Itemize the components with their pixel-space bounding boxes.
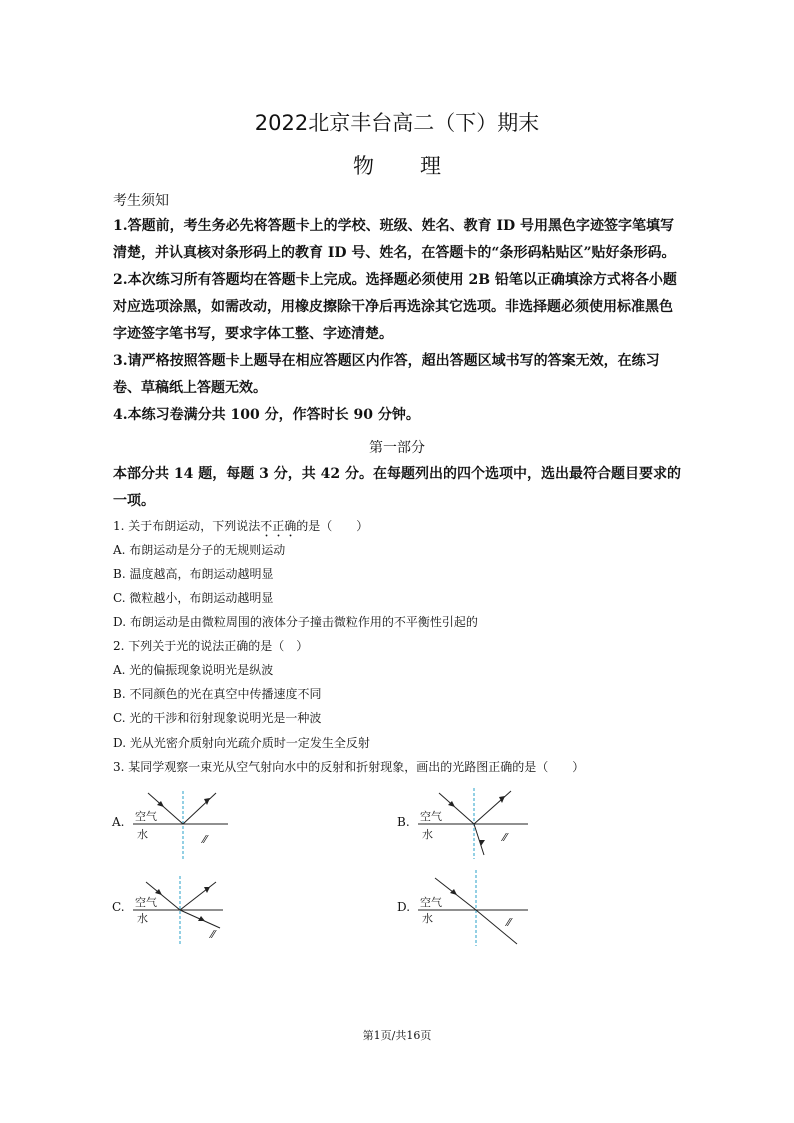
q3-diagram-b-air: 空气 xyxy=(420,810,442,823)
q1-option-c: C. 微粒越小，布朗运动越明显 xyxy=(113,591,274,605)
svg-text:⁄⁄: ⁄⁄ xyxy=(507,916,511,929)
notice-item-2: 2.本次练习所有答题均在答题卡上完成。选择题必须使用 2B 铅笔以正确填涂方式将各小题对应选项涂黑，如需改动，用橡皮擦除干净后再选涂其它选项。非选择题必须使用标准黑色字迹签字笔书写，要求字体工整、字迹清楚。 xyxy=(113,272,677,342)
q3-diagram-a-air: 空气 xyxy=(135,810,157,823)
q3-diagram-b xyxy=(393,783,533,863)
q3-diagram-c-water: 水 xyxy=(137,912,148,925)
q3-diagram-c-air: 空气 xyxy=(135,896,157,909)
part-title: 第一部分 xyxy=(369,440,425,456)
question-2-stem: 2. 下列关于光的说法正确的是（ ） xyxy=(113,639,309,653)
q1-option-d: D. 布朗运动是由微粒周围的液体分子撞击微粒作用的不平衡性引起的 xyxy=(113,615,478,629)
q3-diagram-d-air: 空气 xyxy=(420,896,442,909)
q3-diagram-d-label: D. xyxy=(397,900,411,914)
q3-diagram-d xyxy=(393,868,533,948)
question-1-stem xyxy=(113,518,368,540)
q3-diagram-d-svg xyxy=(393,868,533,948)
question-3-stem: 3. 某同学观察一束光从空气射向水中的反射和折射现象，画出的光路图正确的是（ ） xyxy=(113,760,585,774)
q1-stem-emph: 不正确 xyxy=(260,519,297,533)
q3-diagram-a-label: A. xyxy=(112,815,125,829)
q1-stem-suffix: 的是（ ） xyxy=(296,519,369,533)
q3-diagram-c xyxy=(108,868,248,948)
q3-diagram-b-water: 水 xyxy=(422,828,433,841)
q3-diagram-b-label: B. xyxy=(397,815,410,829)
q2-option-c: C. 光的干涉和衍射现象说明光是一种波 xyxy=(113,711,322,725)
page-title: 2022北京丰台高二（下）期末 xyxy=(254,111,540,135)
q3-diagram-a-svg xyxy=(108,783,248,863)
q3-diagram-a-water: 水 xyxy=(137,828,148,841)
subject-title xyxy=(0,150,794,180)
q2-option-b: B. 不同颜色的光在真空中传播速度不同 xyxy=(113,687,322,701)
notice-heading: 考生须知 xyxy=(113,193,169,209)
q2-option-a: A. 光的偏振现象说明光是纵波 xyxy=(113,663,274,677)
q3-diagram-b-svg xyxy=(393,783,533,863)
svg-text:⁄⁄: ⁄⁄ xyxy=(211,928,215,941)
q1-stem-prefix: 1. 关于布朗运动，下列说法 xyxy=(113,519,261,533)
q1-option-b: B. 温度越高，布朗运动越明显 xyxy=(113,567,274,581)
q1-option-a: A. 布朗运动是分子的无规则运动 xyxy=(113,543,286,557)
page-footer: 第1页/共16页 xyxy=(362,1029,432,1042)
notice-item-1: 1.答题前，考生务必先将答题卡上的学校、班级、姓名、教育 ID 号用黑色字迹签字笔填写清楚，并认真核对条形码上的教育 ID 号、姓名，在答题卡的“条形码粘贴区”贴好条形码。 xyxy=(113,218,676,261)
svg-text:⁄⁄: ⁄⁄ xyxy=(203,833,207,846)
q3-diagram-a xyxy=(108,783,248,863)
notice-item-3: 3.请严格按照答题卡上题导在相应答题区内作答，超出答题区域书写的答案无效，在练习卷、草稿纸上答题无效。 xyxy=(113,353,660,396)
q3-diagram-d-water: 水 xyxy=(422,912,433,925)
svg-text:⁄⁄: ⁄⁄ xyxy=(503,831,507,844)
part-description: 本部分共 14 题，每题 3 分，共 42 分。在每题列出的四个选项中，选出最符合题目要求的一项。 xyxy=(113,466,681,509)
q3-diagram-c-svg xyxy=(108,868,248,948)
q2-option-d: D. 光从光密介质射向光疏介质时一定发生全反射 xyxy=(113,736,370,750)
subject-char-2: 理 xyxy=(420,154,441,178)
notice-item-4: 4.本练习卷满分共 100 分，作答时长 90 分钟。 xyxy=(113,407,420,423)
q3-diagram-c-label: C. xyxy=(112,900,125,914)
subject-char-1: 物 xyxy=(353,154,374,178)
